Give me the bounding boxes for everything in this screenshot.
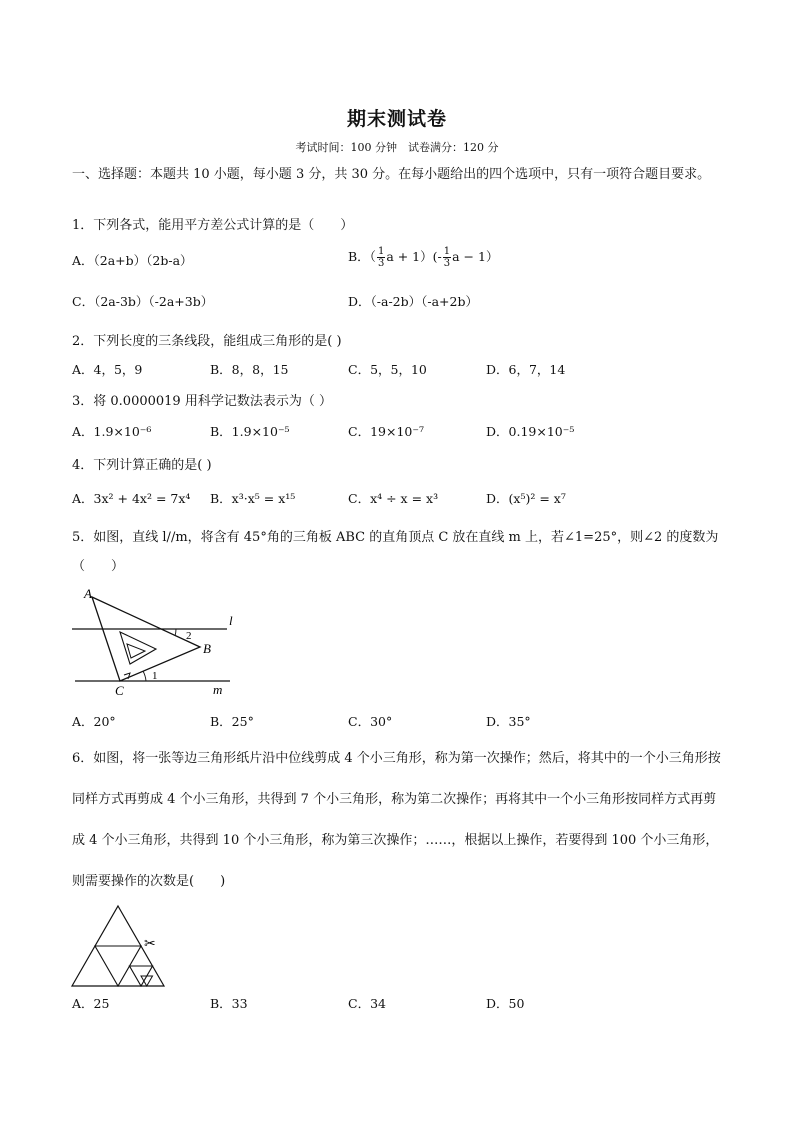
option-b-suffix: a − 1） xyxy=(452,249,499,264)
question-3-option-a: A．1.9×10⁻⁶ xyxy=(72,424,152,439)
label-angle-2: 2 xyxy=(186,630,192,642)
question-1-option-a: A．（2a+b）（2b-a） xyxy=(72,253,193,268)
fraction-one-third xyxy=(443,246,451,269)
question-3-option-c: C．19×10⁻⁷ xyxy=(348,424,424,439)
fraction-numerator: 1 xyxy=(377,246,385,257)
question-2-stem: 2．下列长度的三条线段，能组成三角形的是( ) xyxy=(72,334,342,349)
question-6-option-a: A．25 xyxy=(72,996,110,1011)
question-3-stem: 3．将 0.0000019 用科学记数法表示为（ ） xyxy=(72,394,332,409)
question-1-option-c: C．（2a-3b）（-2a+3b） xyxy=(72,294,214,309)
question-2-option-c: C．5，5，10 xyxy=(348,362,427,377)
triangle-cutting-figure xyxy=(70,904,180,988)
option-b-middle: a + 1）(- xyxy=(386,249,442,264)
question-5-option-d: D．35° xyxy=(486,714,531,729)
question-2-option-b: B．8，8，15 xyxy=(210,362,289,377)
question-6-option-c: C．34 xyxy=(348,996,386,1011)
question-4-option-b: B．x³·x⁵ = x¹⁵ xyxy=(210,491,296,506)
option-b-prefix: B．（ xyxy=(348,249,376,264)
angle-1-arc xyxy=(143,671,146,681)
question-1-option-b xyxy=(348,246,498,269)
parallel-lines-triangle-figure xyxy=(70,584,240,700)
label-l: l xyxy=(229,613,233,628)
third-cut-midlines xyxy=(141,976,153,986)
label-b: B xyxy=(203,641,211,656)
question-1-stem: 1．下列各式，能用平方差公式计算的是（ ） xyxy=(72,218,354,233)
question-4-option-a: A．3x² + 4x² = 7x⁴ xyxy=(72,491,191,506)
question-5-stem-line2: （ ） xyxy=(72,559,125,574)
angle-2-arc xyxy=(175,629,176,636)
question-6-stem: 6．如图，将一张等边三角形纸片沿中位线剪成 4 个小三角形，称为第一次操作；然后，将其中的一个小三角形按同样方式再剪成 4 个小三角形，共得到 7 个小三角形，称为第二次操作；再将其中一个小三角形按同样方式再剪成 4 个小三角形，共得到 10 个小三角形，称为第三次操作；……，根据以上操作，若要得到 100 个小三角形，则需要操作的次数是( ) xyxy=(72,751,721,889)
question-6-option-b: B．33 xyxy=(210,996,248,1011)
section-heading: 一、选择题：本题共 10 小题，每小题 3 分，共 30 分。在每小题给出的四个选项中，只有一项符合题目要求。 xyxy=(72,167,711,182)
question-6-option-d: D．50 xyxy=(486,996,525,1011)
question-4-option-c: C．x⁴ ÷ x = x³ xyxy=(348,491,439,506)
question-5-option-b: B．25° xyxy=(210,714,254,729)
question-5-stem-line1: 5．如图，直线 l//m，将含有 45°角的三角板 ABC 的直角顶点 C 放在直线 m 上，若∠1=25°，则∠2 的度数为 xyxy=(72,530,719,545)
question-3-option-b: B．1.9×10⁻⁵ xyxy=(210,424,290,439)
triangle-abc xyxy=(92,597,200,681)
question-2-option-a: A．4，5，9 xyxy=(72,362,143,377)
question-2-option-d: D．6，7，14 xyxy=(486,362,566,377)
exam-info: 考试时间：100 分钟 试卷满分：120 分 xyxy=(295,141,499,154)
question-5-option-a: A．20° xyxy=(72,714,116,729)
label-a: A xyxy=(84,586,92,601)
question-3-option-d: D．0.19×10⁻⁵ xyxy=(486,424,575,439)
question-1-option-d: D．（-a-2b）（-a+2b） xyxy=(348,294,478,309)
question-4-option-d: D．(x⁵)² = x⁷ xyxy=(486,491,566,506)
label-angle-1: 1 xyxy=(152,670,158,682)
triangle-inner-mark xyxy=(127,644,145,658)
fraction-denominator: 3 xyxy=(377,258,385,269)
page-title: 期末测试卷 xyxy=(346,108,447,130)
question-4-stem: 4．下列计算正确的是( ) xyxy=(72,458,212,473)
question-5-option-c: C．30° xyxy=(348,714,393,729)
scissors-icon: ✂ xyxy=(144,936,156,952)
fraction-numerator: 1 xyxy=(443,246,451,257)
label-m: m xyxy=(213,682,223,697)
fraction-denominator: 3 xyxy=(443,258,451,269)
fraction-one-third xyxy=(377,246,385,269)
label-c: C xyxy=(115,683,124,698)
